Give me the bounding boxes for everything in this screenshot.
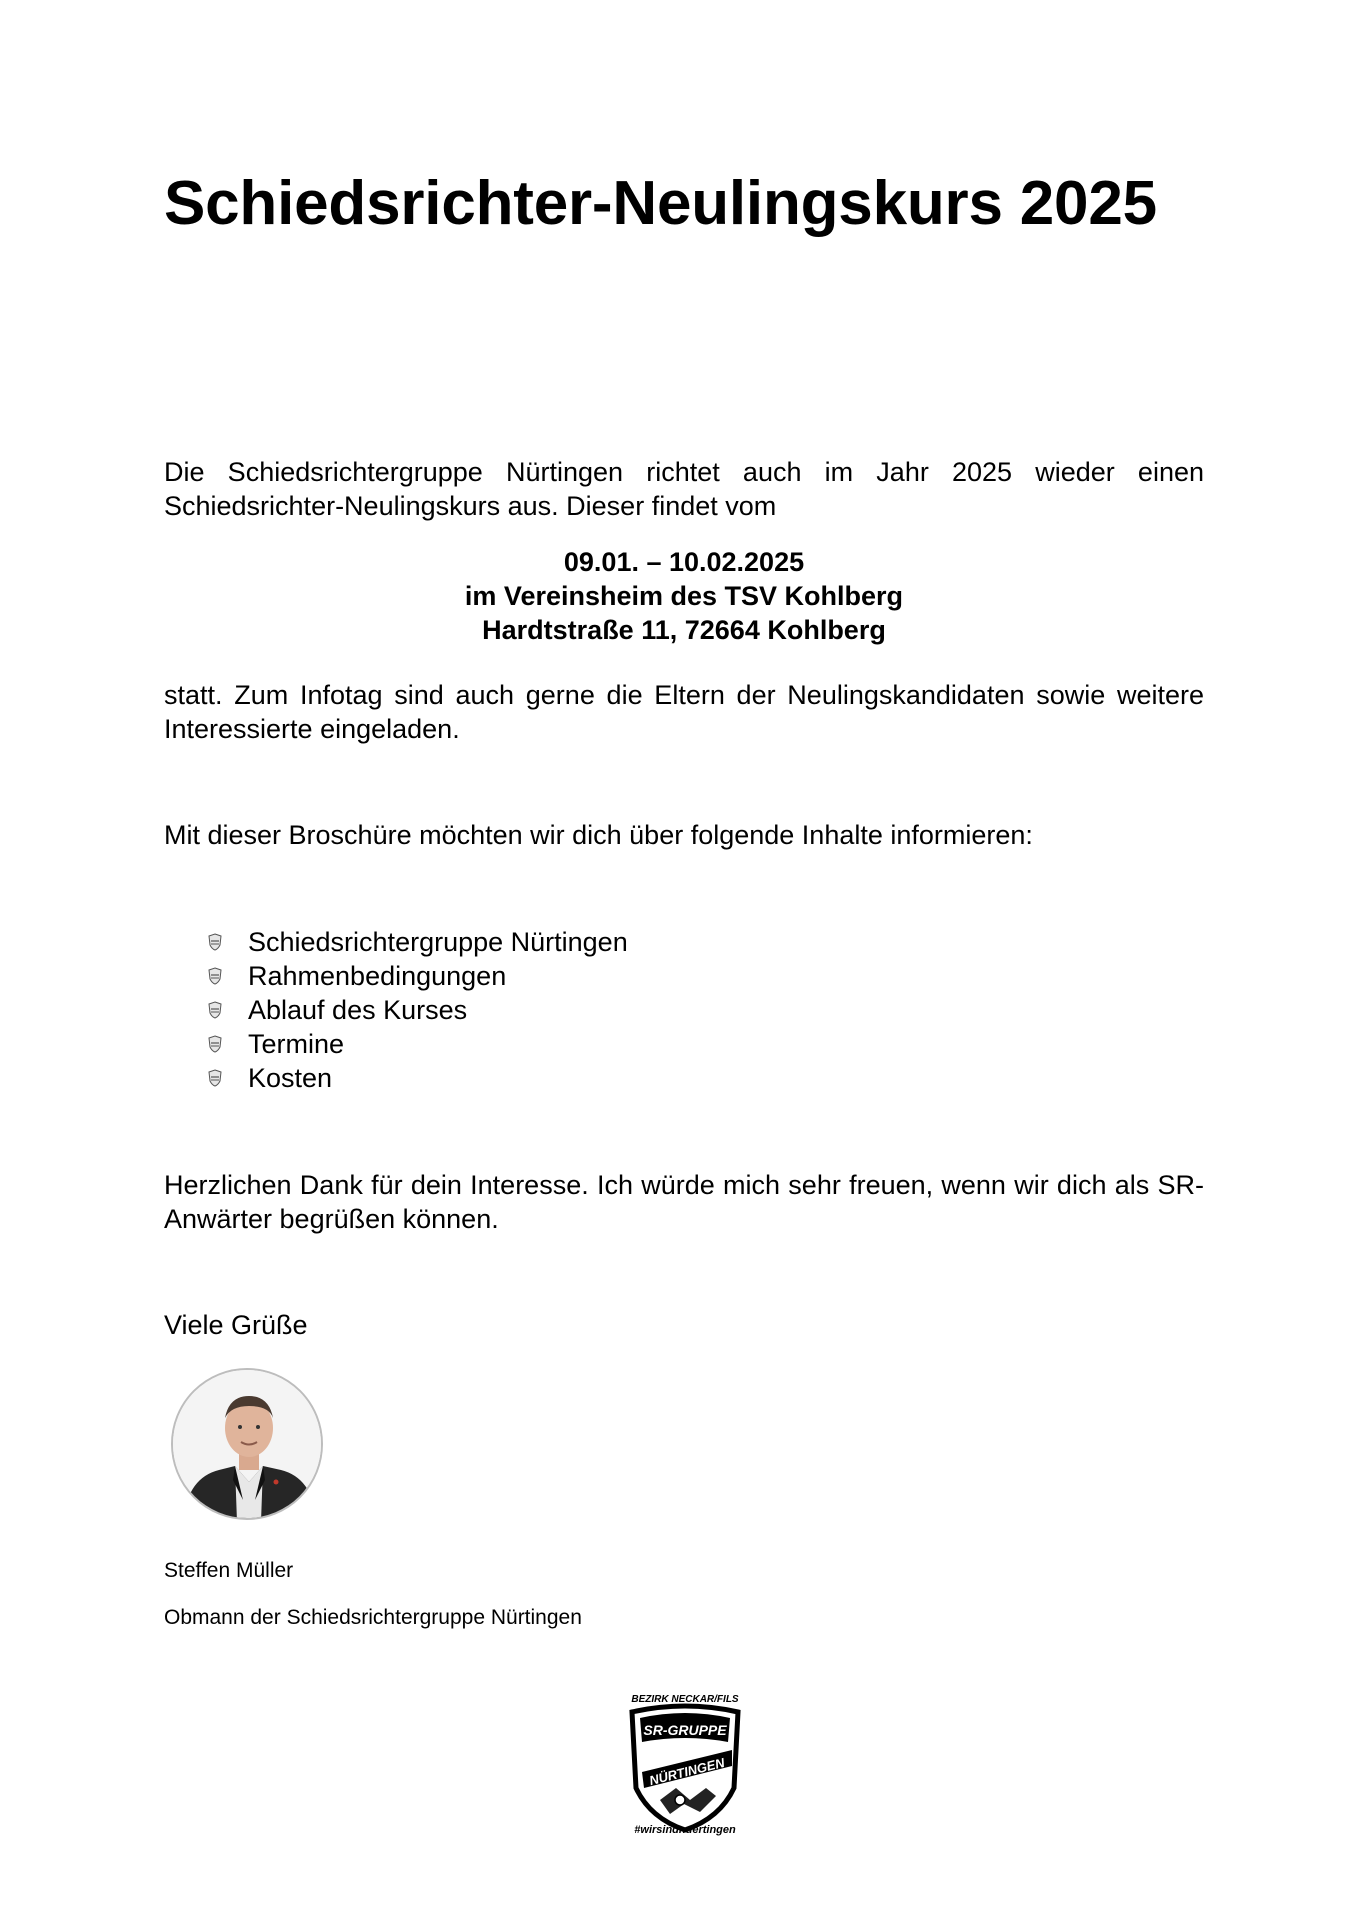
list-item [206, 925, 628, 959]
list-item [206, 993, 628, 1027]
event-dates: 09.01. – 10.02.2025 [563, 547, 805, 577]
topics-intro: Mit dieser Broschüre möchten wir dich über folgende Inhalte informieren: [164, 820, 1033, 850]
logo-band2-text: NÜRTINGEN [647, 1754, 727, 1789]
thanks-paragraph: Herzlichen Dank für dein Interesse. Ich würde mich sehr freuen, wenn wir dich als SR-Anwärter begrüßen können. [164, 1170, 1204, 1234]
topics-list [206, 925, 628, 1095]
intro-paragraph: Die Schiedsrichtergruppe Nürtingen richtet auch im Jahr 2025 wieder einen Schiedsrichter-Neulingskurs aus. Dieser findet vom [164, 457, 1204, 521]
topic-label: Kosten [248, 1063, 333, 1093]
signer-name: Steffen Müller [164, 1559, 294, 1582]
shield-bullet-icon [206, 993, 228, 1027]
shield-bullet-icon [206, 1027, 228, 1061]
after-event-paragraph: statt. Zum Infotag sind auch gerne die Eltern der Neulingskandidaten sowie weitere Interessierte eingeladen. [164, 680, 1204, 744]
event-address: Hardtstraße 11, 72664 Kohlberg [482, 615, 886, 645]
closing-greeting: Viele Grüße [164, 1310, 308, 1340]
logo-band1-text: SR-GRUPPE [643, 1722, 727, 1738]
logo-top-text: BEZIRK NECKAR/FILS [631, 1694, 739, 1705]
signer-role: Obmann der Schiedsrichtergruppe Nürtingen [164, 1606, 582, 1629]
list-item [206, 959, 628, 993]
topic-label: Ablauf des Kurses [248, 995, 468, 1025]
topic-label: Schiedsrichtergruppe Nürtingen [248, 927, 628, 957]
event-venue: im Vereinsheim des TSV Kohlberg [464, 581, 904, 611]
shield-bullet-icon [206, 1061, 228, 1095]
list-item [206, 1027, 628, 1061]
list-item [206, 1061, 628, 1095]
topic-label: Rahmenbedingungen [248, 961, 507, 991]
logo-hashtag: #wirsindnuertingen [634, 1824, 736, 1836]
sr-gruppe-logo [620, 1688, 750, 1838]
shield-bullet-icon [206, 959, 228, 993]
signer-photo [171, 1368, 323, 1520]
event-details [164, 545, 1204, 647]
page-title: Schiedsrichter-Neulingskurs 2025 [164, 169, 1157, 238]
shield-bullet-icon [206, 925, 228, 959]
topic-label: Termine [248, 1029, 345, 1059]
